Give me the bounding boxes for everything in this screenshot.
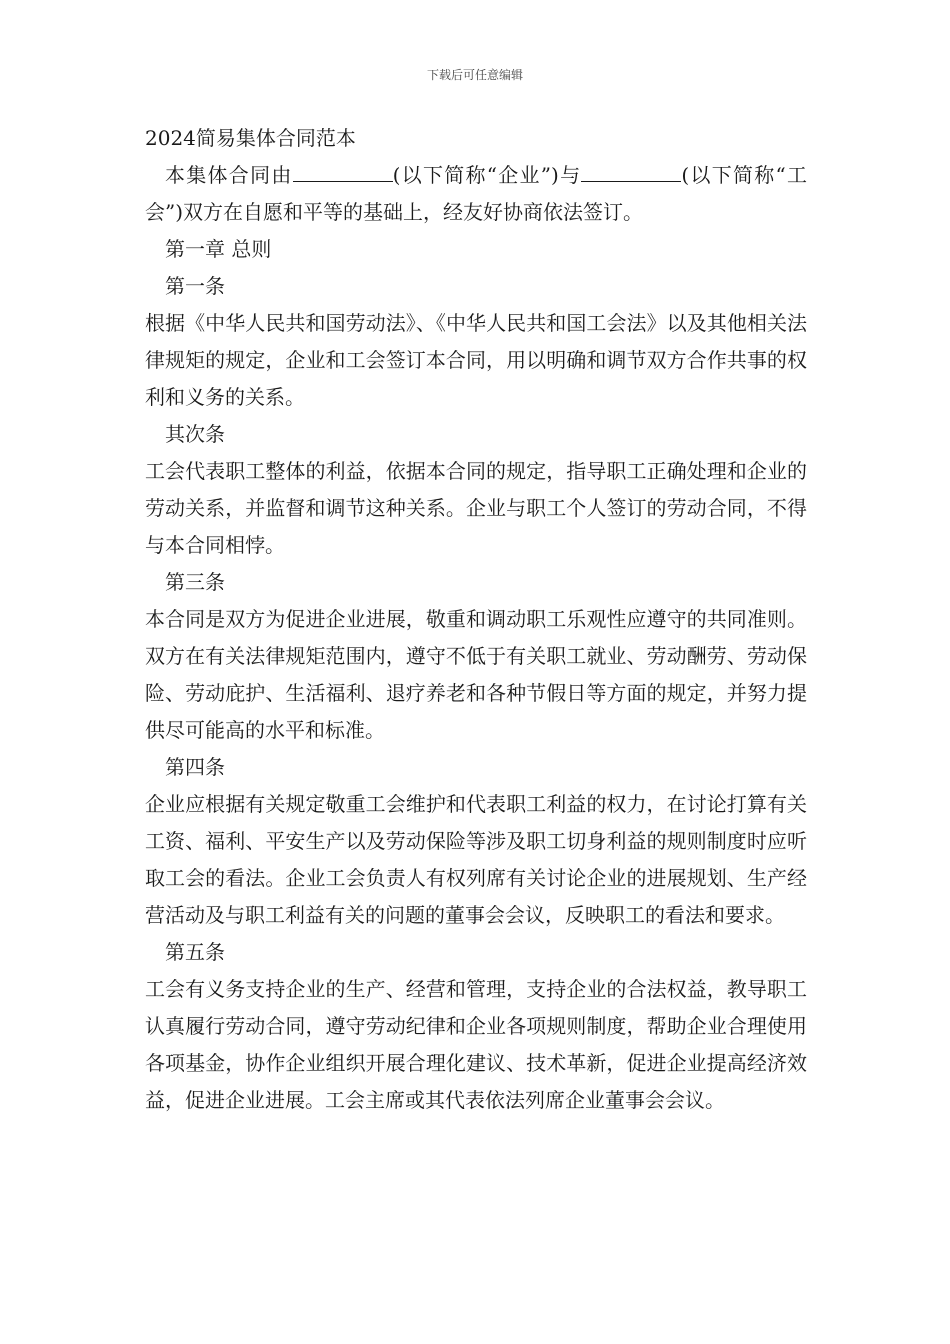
intro-paragraph [145,157,807,231]
article-text: 根据《中华人民共和国劳动法》、《中华人民共和国工会法》以及其他相关法律规矩的规定，企业和工会签订本合同，用以明确和调节双方合作共事的权利和义务的关系。 [145,311,807,409]
article-heading: 第五条 [165,940,225,964]
party-b-blank [581,159,681,182]
article-text: 本合同是双方为促进企业进展，敬重和调动职工乐观性应遵守的共同准则。双方在有关法律规矩范围内，遵守不低于有关职工就业、劳动酬劳、劳动保险、劳动庇护、生活福利、退疗养老和各种节假日等方面的规定，并努力提供尽可能高的水平和标准。 [145,607,807,742]
party-a-blank [293,159,393,182]
article-text: 企业应根据有关规定敬重工会维护和代表职工利益的权力，在讨论打算有关工资、福利、平安生产以及劳动保险等涉及职工切身利益的规则制度时应听取工会的看法。企业工会负责人有权列席有关讨论企业的进展规划、生产经营活动及与职工利益有关的问题的董事会会议，反映职工的看法和要求。 [145,792,807,927]
article-heading: 第三条 [165,570,225,594]
chapter-heading: 第一章 总则 [165,237,272,261]
intro-text-1: 本集体合同由 [165,163,293,187]
intro-text-2: (以下简称“企业”)与 [392,163,582,187]
intro-text-3: (以下简称“工会”)双方在自愿和平等的基础上，经友好协商依法签订。 [145,163,808,224]
article-heading: 第四条 [165,755,225,779]
article-heading: 其次条 [165,422,225,446]
article-heading: 第一条 [165,274,225,298]
article-text: 工会有义务支持企业的生产、经营和管理，支持企业的合法权益，教导职工认真履行劳动合同，遵守劳动纪律和企业各项规则制度，帮助企业合理使用各项基金，协作企业组织开展合理化建议、技术革新，促进企业提高经济效益，促进企业进展。工会主席或其代表依法列席企业董事会会议。 [145,977,807,1112]
document-body [145,120,807,1119]
article-text: 工会代表职工整体的利益，依据本合同的规定，指导职工正确处理和企业的劳动关系，并监督和调节这种关系。企业与职工个人签订的劳动合同，不得与本合同相悖。 [145,459,807,557]
page-header-note: 下载后可任意编辑 [426,68,523,82]
document-title: 2024简易集体合同范本 [145,126,356,150]
